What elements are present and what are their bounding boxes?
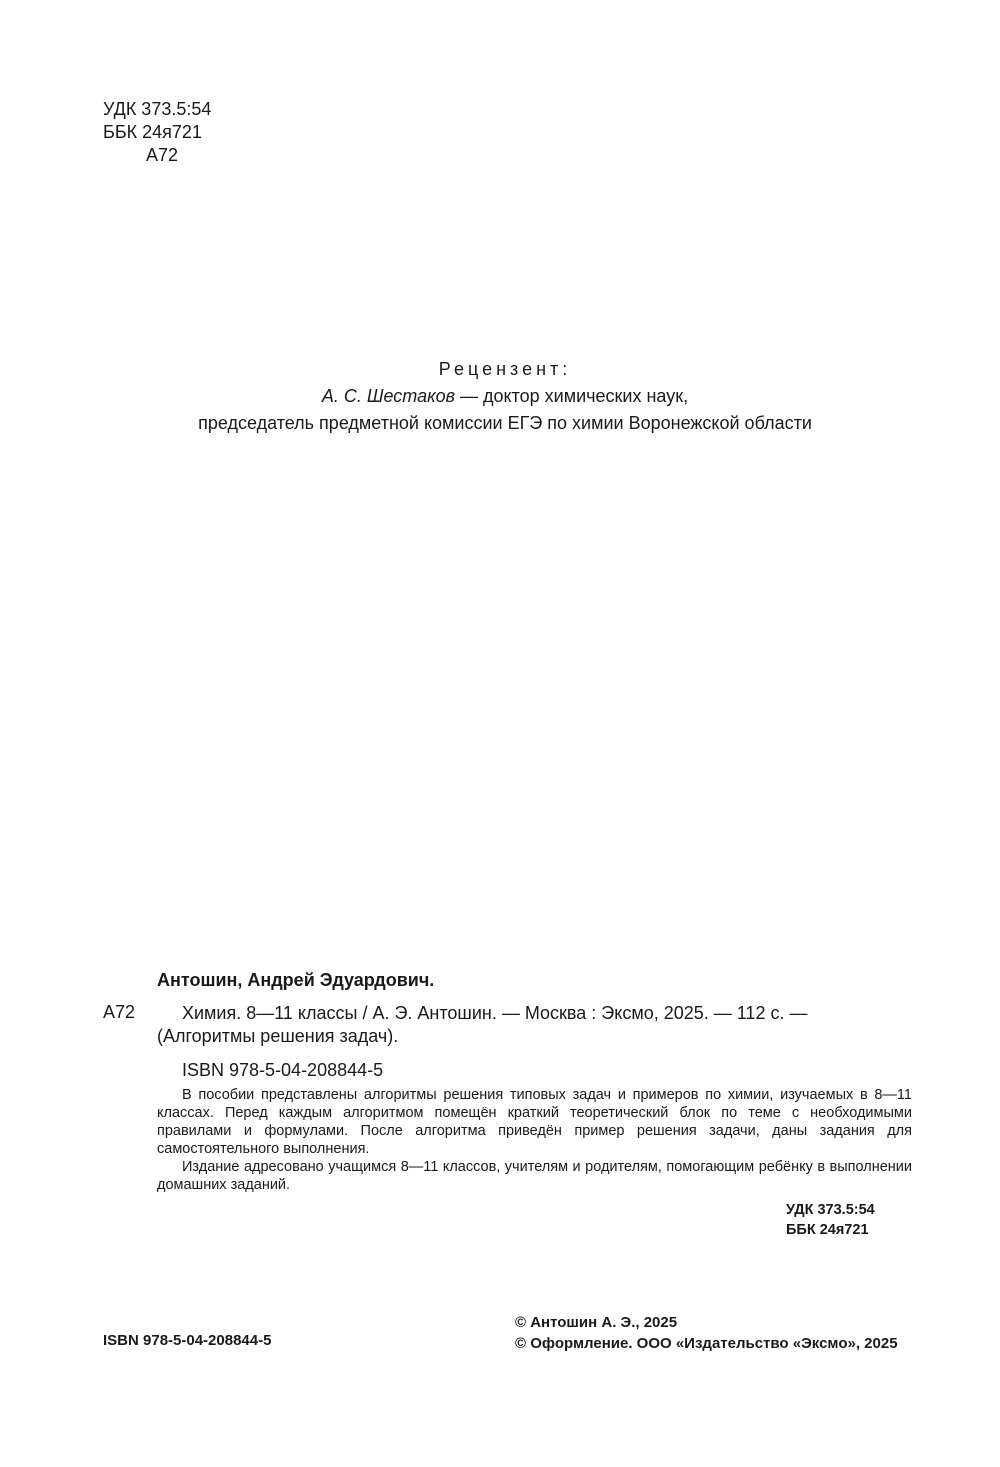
- udk-code: УДК 373.5:54: [103, 99, 212, 119]
- annotation-paragraph-2: Издание адресовано учащимся 8—11 классов, учителям и родителям, помогающим ребёнку в выполнении домашних заданий.: [157, 1159, 912, 1193]
- copyright-block: [515, 1312, 898, 1354]
- copyright-author: © Антошин А. Э., 2025: [515, 1314, 678, 1331]
- reviewer-line-1: [0, 383, 1000, 410]
- bottom-udk-code: УДК 373.5:54: [786, 1202, 875, 1218]
- copyright-design: © Оформление. ООО «Издательство «Эксмо», 2025: [515, 1335, 898, 1352]
- bbk-code: ББК 24я721: [103, 122, 202, 142]
- reviewer-degree: — доктор химических наук,: [455, 386, 689, 406]
- annotation: [157, 1086, 912, 1194]
- reviewer-block: [0, 356, 1000, 437]
- catalog-isbn: ISBN 978-5-04-208844-5: [182, 1060, 384, 1080]
- catalog-title-line-1: Химия. 8—11 классы / А. Э. Антошин. — Москва : Эксмо, 2025. — 112 с. —: [182, 1003, 808, 1023]
- catalog-title-line-2: (Алгоритмы решения задач).: [157, 1026, 399, 1046]
- catalog-author-mark: А72: [103, 1002, 136, 1022]
- author-mark: А72: [146, 145, 179, 165]
- reviewer-line-2: председатель предметной комиссии ЕГЭ по химии Воронежской области: [198, 413, 812, 433]
- catalog-title: [157, 1002, 912, 1048]
- top-classification-codes: [103, 98, 211, 167]
- footer-isbn: ISBN 978-5-04-208844-5: [103, 1332, 272, 1349]
- catalog-author: Антошин, Андрей Эдуардович.: [157, 970, 435, 990]
- annotation-paragraph-1: В пособии представлены алгоритмы решения типовых задач и примеров по химии, изучаемых в 8—11 классах. Перед каждым алгоритмом помещён краткий теоретический блок по теме с необходимыми правилами и формулами. После алгоритма приведён пример решения задачи, даны задания для самостоятельного выполнения.: [157, 1087, 912, 1157]
- reviewer-name: А. С. Шестаков: [321, 386, 455, 406]
- bottom-classification-codes: [786, 1200, 912, 1240]
- bottom-bbk-code: ББК 24я721: [786, 1222, 869, 1238]
- reviewer-heading: Рецензент:: [438, 359, 572, 379]
